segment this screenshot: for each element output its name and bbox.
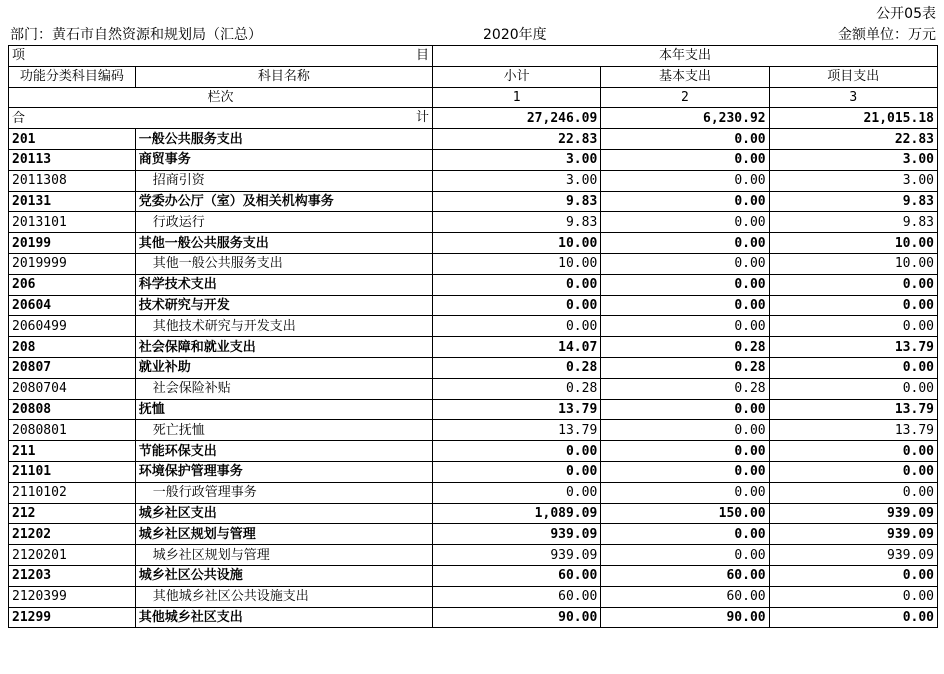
- basic-value: 90.00: [601, 607, 769, 628]
- basic-value: 0.00: [601, 274, 769, 295]
- table-row: [9, 129, 938, 150]
- table-row: [9, 399, 938, 420]
- subtotal-value: 939.09: [432, 524, 600, 545]
- basic-value: 0.00: [601, 253, 769, 274]
- account-name-text: 城乡社区规划与管理: [152, 547, 270, 563]
- basic-value: 0.28: [601, 357, 769, 378]
- account-name: [135, 399, 432, 420]
- account-name-text: 商贸事务: [138, 152, 191, 168]
- total-label-cell: [9, 108, 433, 129]
- table-row: [9, 545, 938, 566]
- account-code: 20113: [9, 149, 136, 170]
- account-name-text: 一般公共服务支出: [138, 131, 243, 147]
- table-row: [9, 482, 938, 503]
- report-header: [0, 23, 944, 43]
- account-code: 20199: [9, 233, 136, 254]
- account-name-text: 社会保障和就业支出: [138, 339, 256, 355]
- account-name-text: 其他城乡社区公共设施支出: [152, 589, 309, 605]
- account-name-text: 一般行政管理事务: [152, 485, 257, 501]
- basic-value: 0.00: [601, 129, 769, 150]
- column-index-label: 栏次: [9, 87, 433, 108]
- basic-value: 0.28: [601, 337, 769, 358]
- account-name: [135, 461, 432, 482]
- total-basic: 6,230.92: [601, 108, 769, 129]
- basic-value: 0.00: [601, 420, 769, 441]
- account-name: [135, 129, 432, 150]
- account-code: 212: [9, 503, 136, 524]
- account-name-text: 技术研究与开发: [138, 297, 230, 313]
- subtotal-value: 10.00: [432, 253, 600, 274]
- table-row: [9, 170, 938, 191]
- account-code: 211: [9, 441, 136, 462]
- account-name: [135, 316, 432, 337]
- account-name-text: 其他技术研究与开发支出: [152, 318, 296, 334]
- account-code: 21202: [9, 524, 136, 545]
- subtotal-value: 10.00: [432, 233, 600, 254]
- item-header-left: 项: [12, 48, 26, 64]
- basic-value: 0.00: [601, 295, 769, 316]
- expenditure-table: [8, 45, 938, 628]
- account-name: [135, 482, 432, 503]
- subtotal-value: 0.00: [432, 274, 600, 295]
- project-value: 939.09: [769, 545, 937, 566]
- account-name-text: 抚恤: [138, 401, 165, 417]
- account-name-text: 招商引资: [152, 173, 205, 189]
- subtotal-value: 60.00: [432, 586, 600, 607]
- account-code: 2013101: [9, 212, 136, 233]
- subtotal-value: 14.07: [432, 337, 600, 358]
- header-row-item: [9, 46, 938, 67]
- column-index-2: 2: [601, 87, 769, 108]
- subtotal-value: 90.00: [432, 607, 600, 628]
- header-row-columns: [9, 66, 938, 87]
- basic-value: 0.28: [601, 378, 769, 399]
- account-name-text: 社会保险补贴: [152, 381, 231, 397]
- basic-value: 0.00: [601, 524, 769, 545]
- expenditure-group-header: 本年支出: [432, 46, 937, 67]
- subtotal-value: 0.00: [432, 295, 600, 316]
- subtotal-value: 13.79: [432, 399, 600, 420]
- table-row: [9, 378, 938, 399]
- project-value: 3.00: [769, 149, 937, 170]
- account-name-text: 其他一般公共服务支出: [138, 235, 269, 251]
- project-value: 10.00: [769, 253, 937, 274]
- subtotal-value: 0.00: [432, 482, 600, 503]
- table-row: [9, 420, 938, 441]
- total-subtotal: 27,246.09: [432, 108, 600, 129]
- subtotal-value: 3.00: [432, 149, 600, 170]
- project-value: 0.00: [769, 461, 937, 482]
- account-name-text: 就业补助: [138, 360, 191, 376]
- project-value: 0.00: [769, 295, 937, 316]
- account-code: 21299: [9, 607, 136, 628]
- total-project: 21,015.18: [769, 108, 937, 129]
- account-name: [135, 524, 432, 545]
- project-value: 9.83: [769, 212, 937, 233]
- project-value: 0.00: [769, 274, 937, 295]
- account-code: 20807: [9, 357, 136, 378]
- account-name-text: 节能环保支出: [138, 443, 217, 459]
- account-name: [135, 378, 432, 399]
- project-value: 10.00: [769, 233, 937, 254]
- account-name-text: 环境保护管理事务: [138, 464, 243, 480]
- project-value: 939.09: [769, 524, 937, 545]
- basic-value: 0.00: [601, 191, 769, 212]
- subtotal-value: 0.00: [432, 441, 600, 462]
- account-code: 2110102: [9, 482, 136, 503]
- project-value: 9.83: [769, 191, 937, 212]
- code-column-header: 功能分类科目编码: [9, 66, 136, 87]
- table-row: [9, 461, 938, 482]
- subtotal-value: 13.79: [432, 420, 600, 441]
- project-value: 3.00: [769, 170, 937, 191]
- account-name: [135, 149, 432, 170]
- table-row: [9, 295, 938, 316]
- account-name-text: 城乡社区公共设施: [138, 568, 243, 584]
- column-index-3: 3: [769, 87, 937, 108]
- project-value: 13.79: [769, 337, 937, 358]
- table-row: [9, 503, 938, 524]
- account-name-text: 党委办公厅（室）及相关机构事务: [138, 193, 334, 209]
- account-code: 2080704: [9, 378, 136, 399]
- account-name-text: 行政运行: [152, 214, 205, 230]
- basic-value: 0.00: [601, 482, 769, 503]
- account-name: [135, 295, 432, 316]
- account-code: 201: [9, 129, 136, 150]
- basic-value: 0.00: [601, 149, 769, 170]
- project-value: 13.79: [769, 420, 937, 441]
- subtotal-value: 0.28: [432, 378, 600, 399]
- account-code: 20808: [9, 399, 136, 420]
- table-row: [9, 253, 938, 274]
- account-name: [135, 233, 432, 254]
- project-value: 0.00: [769, 378, 937, 399]
- column-index-row: [9, 87, 938, 108]
- account-code: 2080801: [9, 420, 136, 441]
- account-name: [135, 503, 432, 524]
- table-row: [9, 607, 938, 628]
- subtotal-value: 9.83: [432, 191, 600, 212]
- table-row: [9, 191, 938, 212]
- table-row: [9, 149, 938, 170]
- account-code: 2019999: [9, 253, 136, 274]
- project-value: 0.00: [769, 482, 937, 503]
- account-name: [135, 274, 432, 295]
- account-name-text: 死亡抚恤: [152, 422, 205, 438]
- total-label-right: 计: [415, 110, 429, 126]
- basic-value: 0.00: [601, 461, 769, 482]
- table-row: [9, 337, 938, 358]
- basic-value: 0.00: [601, 212, 769, 233]
- basic-value: 150.00: [601, 503, 769, 524]
- basic-value: 0.00: [601, 233, 769, 254]
- table-row: [9, 524, 938, 545]
- subtotal-value: 0.00: [432, 316, 600, 337]
- subtotal-value: 0.28: [432, 357, 600, 378]
- project-value: 22.83: [769, 129, 937, 150]
- account-name: [135, 337, 432, 358]
- account-code: 21203: [9, 565, 136, 586]
- department-label: 部门：黄石市自然资源和规划局（汇总）: [10, 27, 262, 43]
- account-code: 21101: [9, 461, 136, 482]
- basic-value: 0.00: [601, 316, 769, 337]
- form-number: 公开05表: [876, 6, 936, 22]
- subtotal-value: 1,089.09: [432, 503, 600, 524]
- project-value: 13.79: [769, 399, 937, 420]
- subtotal-value: 939.09: [432, 545, 600, 566]
- total-label-left: 合: [12, 110, 26, 126]
- subtotal-value: 0.00: [432, 461, 600, 482]
- table-row: [9, 274, 938, 295]
- account-name: [135, 253, 432, 274]
- project-value: 0.00: [769, 357, 937, 378]
- project-value: 0.00: [769, 607, 937, 628]
- account-code: 2120399: [9, 586, 136, 607]
- account-name: [135, 545, 432, 566]
- project-column-header: 项目支出: [769, 66, 937, 87]
- account-name: [135, 586, 432, 607]
- basic-value: 0.00: [601, 170, 769, 191]
- basic-value: 0.00: [601, 441, 769, 462]
- table-row: [9, 586, 938, 607]
- account-code: 2120201: [9, 545, 136, 566]
- item-header-right: 目: [415, 48, 429, 63]
- account-code: 206: [9, 274, 136, 295]
- account-code: 20131: [9, 191, 136, 212]
- account-name: [135, 607, 432, 628]
- basic-value: 0.00: [601, 545, 769, 566]
- subtotal-value: 9.83: [432, 212, 600, 233]
- account-code: 20604: [9, 295, 136, 316]
- account-name-text: 其他城乡社区支出: [138, 609, 243, 625]
- basic-value: 60.00: [601, 565, 769, 586]
- account-name-text: 城乡社区支出: [138, 505, 217, 521]
- account-name-text: 其他一般公共服务支出: [152, 256, 283, 272]
- table-row: [9, 565, 938, 586]
- account-code: 208: [9, 337, 136, 358]
- account-name-text: 城乡社区规划与管理: [138, 526, 256, 542]
- table-row: [9, 357, 938, 378]
- project-value: 0.00: [769, 441, 937, 462]
- total-row: [9, 108, 938, 129]
- basic-column-header: 基本支出: [601, 66, 769, 87]
- subtotal-value: 22.83: [432, 129, 600, 150]
- project-value: 0.00: [769, 565, 937, 586]
- subtotal-value: 60.00: [432, 565, 600, 586]
- basic-value: 0.00: [601, 399, 769, 420]
- subtotal-column-header: 小计: [432, 66, 600, 87]
- account-name: [135, 191, 432, 212]
- project-value: 0.00: [769, 586, 937, 607]
- table-row: [9, 233, 938, 254]
- column-index-1: 1: [432, 87, 600, 108]
- item-header-cell: [9, 46, 433, 67]
- account-name: [135, 420, 432, 441]
- table-row: [9, 316, 938, 337]
- table-row: [9, 441, 938, 462]
- name-column-header: 科目名称: [135, 66, 432, 87]
- table-row: [9, 212, 938, 233]
- account-name: [135, 565, 432, 586]
- account-name: [135, 170, 432, 191]
- project-value: 0.00: [769, 316, 937, 337]
- account-name-text: 科学技术支出: [138, 277, 217, 293]
- account-name: [135, 357, 432, 378]
- basic-value: 60.00: [601, 586, 769, 607]
- account-code: 2060499: [9, 316, 136, 337]
- subtotal-value: 3.00: [432, 170, 600, 191]
- amount-unit: 金额单位：万元: [838, 27, 936, 43]
- project-value: 939.09: [769, 503, 937, 524]
- account-name: [135, 212, 432, 233]
- fiscal-year: 2020年度: [483, 27, 547, 43]
- account-code: 2011308: [9, 170, 136, 191]
- account-name: [135, 441, 432, 462]
